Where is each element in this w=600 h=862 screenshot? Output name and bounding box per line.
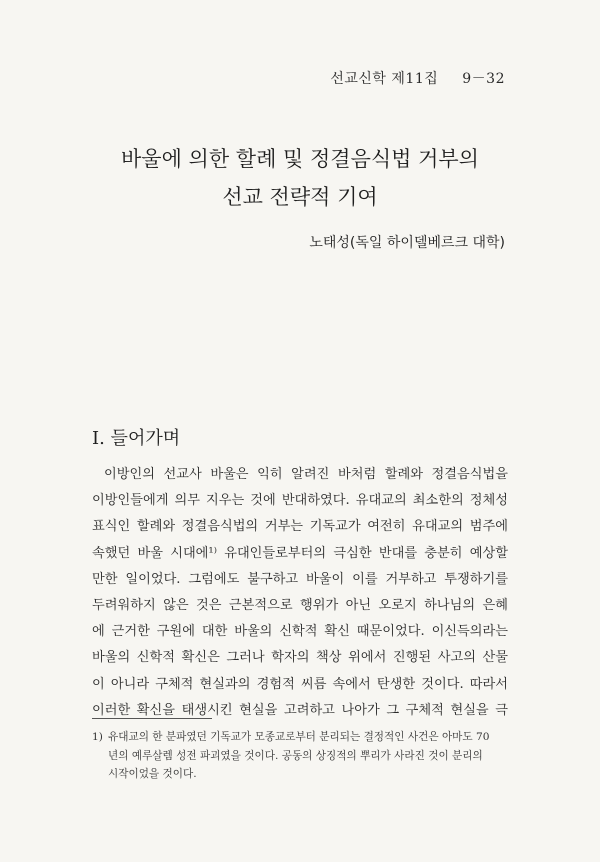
body-line: 이 아니라 구체적 현실과의 경험적 씨름 속에서 탄생한 것이다. 따라서: [92, 676, 508, 692]
section-heading: I. 들어가며: [92, 428, 181, 449]
author-affiliation: 노태성(독일 하이델베르크 대학): [309, 235, 505, 251]
running-head: [330, 68, 505, 88]
footnote-number: 1): [92, 731, 103, 743]
journal-name: 선교신학 제11집: [330, 71, 439, 87]
body-line: 표식인 할례와 정결음식법의 거부는 기독교가 여전히 유대교의 범주에: [92, 519, 508, 535]
footnote: [92, 728, 508, 784]
body-line: 이방인의 선교사 바울은 익히 알려진 바처럼 할례와 정결음식법을: [104, 467, 508, 482]
body-line: 바울의 신학적 확신은 그러나 학자의 책상 위에서 진행된 사고의 산물: [92, 650, 508, 666]
footnote-line: 년의 예루살렘 성전 파괴였을 것이다. 공동의 상징적의 뿌리가 사라진 것이 분리의: [108, 749, 483, 762]
title-line-1: 바울에 의한 할례 및 정결음식법 거부의: [121, 147, 479, 171]
body-line: 이러한 확신을 태생시킨 현실을 고려하고 나아가 그 구체적 현실을 극: [92, 702, 508, 718]
footnote-text: 유대교의 한 분파였던 기독교가 모종교로부터 분리되는 결정적인 사건은 아마도 70: [108, 731, 490, 743]
body-line: 속했던 바울 시대에¹⁾ 유대인들로부터의 극심한 반대를 충분히 예상할: [92, 545, 508, 561]
footnote-divider: [92, 718, 212, 719]
article-title: [0, 140, 600, 216]
page-range: 9－32: [462, 71, 505, 87]
body-line: 이방인들에게 의무 지우는 것에 반대하였다. 유대교의 최소한의 정체성: [92, 493, 508, 509]
footnote-line: [92, 728, 508, 747]
title-line-2: 선교 전략적 기여: [222, 185, 378, 209]
body-paragraph: [92, 462, 508, 724]
body-line: 만한 일이었다. 그럼에도 불구하고 바울이 이를 거부하고 투쟁하기를: [92, 571, 508, 587]
footnote-line: 시작이었을 것이다.: [108, 768, 197, 780]
body-line: 두려워하지 않은 것은 근본적으로 행위가 아닌 오로지 하나님의 은혜: [92, 597, 508, 613]
body-line: 에 근거한 구원에 대한 바울의 신학적 확신 때문이었다. 이신득의라는: [92, 624, 508, 640]
